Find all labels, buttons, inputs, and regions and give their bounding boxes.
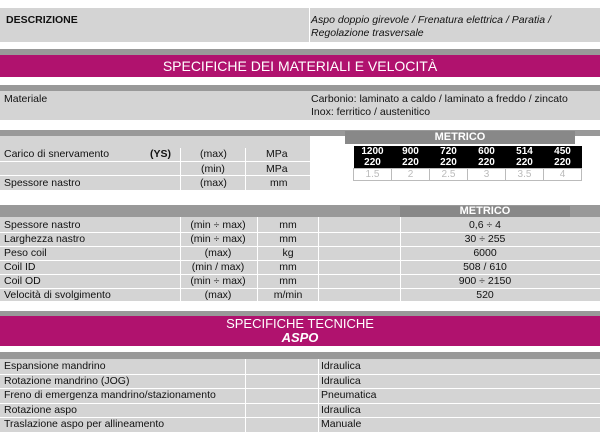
spec-label: Peso coil bbox=[4, 247, 47, 259]
spec-range: (max) bbox=[204, 289, 232, 301]
tech-row bbox=[0, 388, 600, 403]
spec-range: (min ÷ max) bbox=[190, 219, 246, 231]
yield-max-cell: 514 bbox=[506, 146, 544, 157]
description-line-2: Regolazione trasversale bbox=[311, 27, 424, 39]
spec-divider bbox=[0, 246, 600, 247]
section-title-materials-text: SPECIFICHE DEI MATERIALI E VELOCITÀ bbox=[162, 58, 438, 74]
tech-header-bar bbox=[0, 352, 600, 359]
spec-row bbox=[0, 274, 600, 288]
tech-label: Espansione mandrino bbox=[4, 360, 106, 372]
tech-col-divider bbox=[245, 359, 246, 432]
yield-min-cell: 220 bbox=[392, 157, 430, 169]
carico-divider-2 bbox=[0, 175, 310, 176]
thickness-cell: 2 bbox=[392, 169, 430, 181]
yield-max-cell: 450 bbox=[544, 146, 582, 157]
yield-min-cell: 220 bbox=[506, 157, 544, 169]
carico-label: Carico di snervamento bbox=[4, 148, 110, 160]
yield-min-cell: 220 bbox=[430, 157, 468, 169]
tech-label: Rotazione aspo bbox=[4, 403, 77, 416]
spec-unit: kg bbox=[282, 247, 294, 259]
metrico-values-table bbox=[353, 146, 582, 181]
spec-row bbox=[0, 246, 600, 260]
carico-unit-max: MPa bbox=[266, 148, 288, 160]
spec-range: (min ÷ max) bbox=[190, 275, 246, 287]
spec-row bbox=[0, 232, 600, 246]
carico-symbol: (YS) bbox=[150, 148, 171, 160]
spec-value: 30 ÷ 255 bbox=[464, 233, 506, 245]
yield-max-cell: 600 bbox=[468, 146, 506, 157]
tech-divider bbox=[0, 403, 600, 404]
carico-col-divider-2 bbox=[245, 148, 246, 190]
thickness-cell: 4 bbox=[544, 169, 582, 181]
tech-col-divider bbox=[318, 359, 319, 432]
spec-divider bbox=[0, 274, 600, 275]
section-title-materials bbox=[0, 55, 600, 77]
materiale-line-2: Inox: ferritico / austenitico bbox=[311, 106, 431, 118]
spessore-top-range: (max) bbox=[200, 177, 227, 189]
materiale-label: Materiale bbox=[4, 93, 48, 105]
spec-divider bbox=[0, 288, 600, 289]
tech-value: Idraulica bbox=[321, 360, 361, 372]
tech-row bbox=[0, 374, 600, 389]
section-title-technical-text: SPECIFICHE TECNICHE bbox=[226, 316, 374, 331]
metrico-label-specs: METRICO bbox=[400, 206, 570, 217]
spec-label: Velocità di svolgimento bbox=[4, 289, 111, 301]
thickness-cell: 3 bbox=[468, 169, 506, 181]
spec-range: (max) bbox=[204, 247, 232, 259]
spec-unit: m/min bbox=[273, 289, 303, 301]
spec-label: Larghezza nastro bbox=[4, 233, 86, 245]
section-title-technical bbox=[0, 316, 600, 346]
tech-label: Rotazione mandrino (JOG) bbox=[4, 374, 130, 387]
spec-unit: mm bbox=[279, 275, 297, 287]
yield-max-row bbox=[354, 146, 582, 157]
spec-unit: mm bbox=[279, 261, 297, 273]
tech-row bbox=[0, 417, 600, 432]
yield-min-cell: 220 bbox=[544, 157, 582, 169]
materiale-line-1: Carbonio: laminato a caldo / laminato a freddo / zincato bbox=[311, 93, 568, 105]
section-subtitle-aspo: ASPO bbox=[281, 330, 319, 345]
spec-range: (min ÷ max) bbox=[190, 233, 246, 245]
tech-value: Idraulica bbox=[321, 374, 361, 387]
spec-col-divider bbox=[180, 217, 181, 301]
thickness-cell: 3.5 bbox=[506, 169, 544, 181]
spec-label: Spessore nastro bbox=[4, 219, 81, 231]
carico-min-label: (min) bbox=[201, 163, 225, 175]
spec-value: 6000 bbox=[473, 247, 497, 259]
spec-label: Coil ID bbox=[4, 261, 36, 273]
spec-unit: mm bbox=[279, 219, 297, 231]
yield-min-row bbox=[354, 157, 582, 169]
spec-col-divider bbox=[257, 217, 258, 301]
carico-block bbox=[0, 136, 310, 190]
yield-max-cell: 1200 bbox=[354, 146, 392, 157]
description-row bbox=[0, 8, 600, 42]
spec-value: 508 / 610 bbox=[463, 261, 507, 273]
spec-row bbox=[0, 260, 600, 274]
materiale-row bbox=[0, 91, 600, 120]
tech-row bbox=[0, 359, 600, 374]
spec-divider bbox=[0, 260, 600, 261]
spessore-top-label: Spessore nastro bbox=[4, 177, 81, 189]
description-line-1: Aspo doppio girevole / Frenatura elettrica / Paratia / bbox=[311, 14, 551, 26]
spec-divider bbox=[0, 232, 600, 233]
spec-row bbox=[0, 288, 600, 302]
tech-divider bbox=[0, 388, 600, 389]
carico-max-label: (max) bbox=[200, 148, 227, 160]
carico-unit-min: MPa bbox=[266, 163, 288, 175]
spec-range: (min / max) bbox=[191, 261, 245, 273]
carico-divider-1 bbox=[0, 161, 310, 162]
description-divider bbox=[309, 8, 310, 42]
yield-min-cell: 220 bbox=[468, 157, 506, 169]
thickness-cell: 1.5 bbox=[354, 169, 392, 181]
spec-unit: mm bbox=[279, 233, 297, 245]
tech-label: Freno di emergenza mandrino/stazionamento bbox=[4, 389, 216, 401]
carico-col-divider-1 bbox=[180, 148, 181, 190]
tech-value: Pneumatica bbox=[321, 389, 377, 401]
thickness-cell: 2.5 bbox=[430, 169, 468, 181]
thickness-row bbox=[354, 169, 582, 181]
description-label: DESCRIZIONE bbox=[6, 14, 78, 26]
tech-divider bbox=[0, 417, 600, 418]
spec-value: 0,6 ÷ 4 bbox=[468, 219, 502, 231]
spec-col-divider bbox=[318, 217, 319, 301]
tech-row bbox=[0, 403, 600, 418]
yield-max-cell: 900 bbox=[392, 146, 430, 157]
tech-divider bbox=[0, 374, 600, 375]
yield-max-cell: 720 bbox=[430, 146, 468, 157]
spec-label: Coil OD bbox=[4, 275, 41, 287]
tech-value: Manuale bbox=[321, 418, 362, 430]
tech-label: Traslazione aspo per allineamento bbox=[4, 418, 165, 430]
spec-value: 520 bbox=[476, 289, 494, 301]
spessore-top-unit: mm bbox=[270, 177, 288, 189]
spec-col-divider bbox=[400, 217, 401, 301]
tech-value: Idraulica bbox=[321, 403, 361, 416]
spec-row bbox=[0, 218, 600, 232]
spec-value: 900 ÷ 2150 bbox=[458, 275, 512, 287]
metrico-label-top: METRICO bbox=[345, 132, 575, 143]
yield-min-cell: 220 bbox=[354, 157, 392, 169]
